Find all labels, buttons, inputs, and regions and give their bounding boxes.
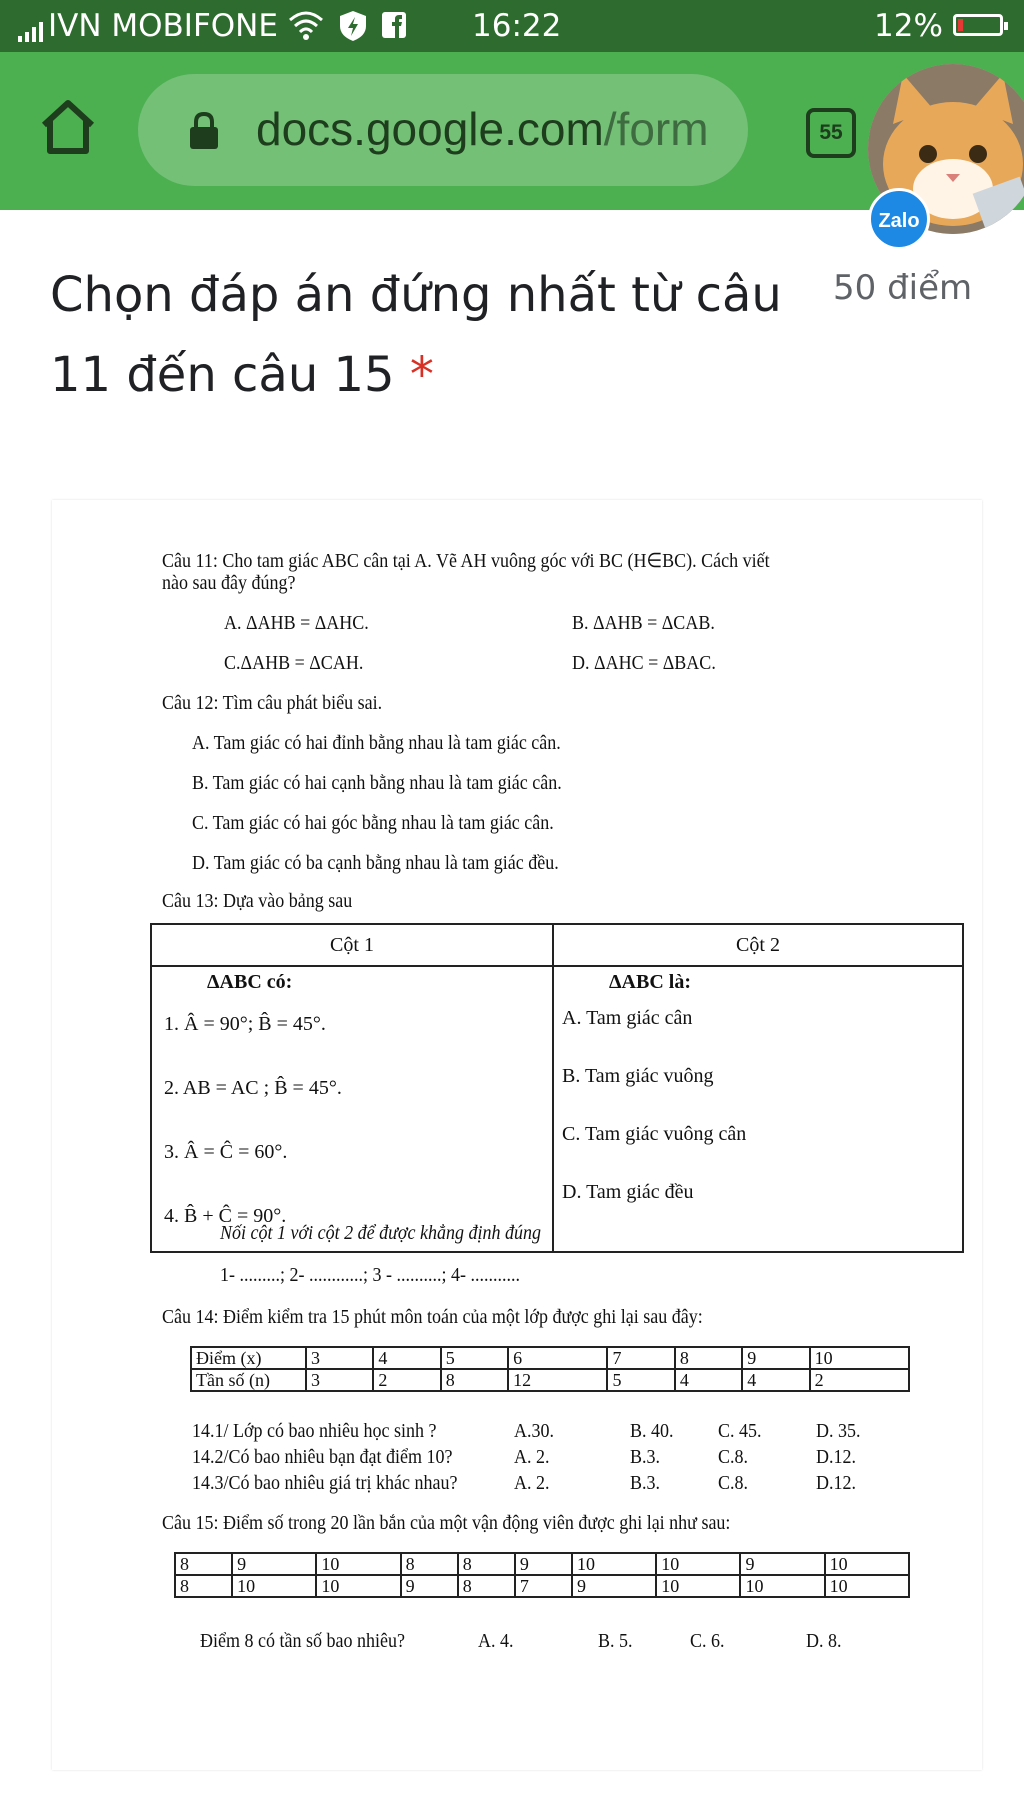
shot-cell: 9 [401, 1575, 458, 1597]
q14-3-prompt: 14.3/Có bao nhiêu giá trị khác nhau? [192, 1472, 458, 1494]
shot-cell: 10 [316, 1553, 400, 1575]
required-mark: * [409, 347, 434, 403]
shot-cell: 8 [458, 1553, 515, 1575]
q11-option-d: D. ΔAHC = ΔBAC. [572, 652, 716, 674]
q15-prompt: Câu 15: Điểm số trong 20 lần bắn của một vận động viên được ghi lại như sau: [162, 1512, 731, 1534]
shot-cell: 10 [825, 1553, 909, 1575]
shot-cell: 8 [401, 1553, 458, 1575]
q12-option-b: B. Tam giác có hai cạnh bằng nhau là tam giác cân. [192, 772, 562, 794]
lock-icon [188, 112, 220, 150]
shot-cell: 10 [825, 1575, 909, 1597]
col2-subheader: ΔABC là: [609, 971, 691, 993]
col2-header: Cột 2 [553, 924, 963, 966]
question-title-text: Chọn đáp án đứng nhất từ câu 11 đến câu 15 [50, 267, 782, 403]
freq-row-values [191, 1347, 909, 1369]
shot-cell: 7 [515, 1575, 572, 1597]
q15-answer-prompt: Điểm 8 có tần số bao nhiêu? [200, 1630, 405, 1652]
freq-cell: 7 [607, 1347, 674, 1369]
shots-table [174, 1552, 910, 1598]
carrier-name: IVN MOBIFONE [48, 8, 278, 44]
question-title [50, 255, 790, 415]
tab-count-button[interactable]: 55 [806, 108, 856, 158]
col1-cell [151, 966, 553, 1252]
shield-icon [338, 10, 368, 42]
q15-a: A. 4. [478, 1630, 514, 1652]
shot-cell: 8 [175, 1575, 232, 1597]
q14-3-c: C.8. [718, 1472, 749, 1494]
freq-cell: Điểm (x) [191, 1347, 306, 1369]
q14-prompt: Câu 14: Điểm kiểm tra 15 phút môn toán của một lớp được ghi lại sau đây: [162, 1306, 703, 1328]
q14-1-a: A.30. [514, 1420, 555, 1442]
freq-cell: 2 [810, 1369, 909, 1391]
shot-cell: 10 [740, 1575, 824, 1597]
q13-instruction: Nối cột 1 với cột 2 để được khẳng định đúng [220, 1222, 541, 1244]
q14-1-prompt: 14.1/ Lớp có bao nhiêu học sinh ? [192, 1420, 437, 1442]
freq-cell: 6 [508, 1347, 607, 1369]
q14-2-b: B.3. [630, 1446, 661, 1468]
q14-1-b: B. 40. [630, 1420, 674, 1442]
freq-cell: 2 [373, 1369, 440, 1391]
zalo-bubble[interactable]: Zalo [868, 188, 930, 250]
col2-item: A. Tam giác cân [562, 1007, 693, 1029]
shot-cell: 9 [572, 1575, 656, 1597]
freq-cell: 8 [441, 1369, 508, 1391]
frequency-table [190, 1346, 910, 1392]
shot-cell: 10 [656, 1553, 740, 1575]
q13-answer-line: 1- .........; 2- ............; 3 - ..........; 4- ........... [220, 1264, 520, 1286]
shot-cell: 10 [232, 1575, 316, 1597]
wifi-icon [288, 10, 324, 40]
q13-prompt: Câu 13: Dựa vào bảng sau [162, 890, 353, 912]
freq-cell: 8 [675, 1347, 742, 1369]
q12-option-c: C. Tam giác có hai góc bằng nhau là tam giác cân. [192, 812, 554, 834]
col1-item: 4. B̂ + Ĉ = 90°. [164, 1205, 287, 1227]
q11-line2: nào sau đây đúng? [162, 572, 296, 594]
clock: 16:22 [472, 8, 562, 44]
exam-image [52, 500, 982, 1770]
battery-percent: 12% [874, 8, 943, 44]
status-bar [0, 0, 1024, 52]
col2-item: B. Tam giác vuông [562, 1065, 714, 1087]
shots-row [175, 1553, 909, 1575]
battery-icon [953, 14, 1003, 36]
freq-cell: 3 [306, 1347, 373, 1369]
shot-cell: 10 [316, 1575, 400, 1597]
q15-c: C. 6. [690, 1630, 725, 1652]
home-icon[interactable] [38, 97, 98, 157]
freq-cell: 9 [742, 1347, 809, 1369]
q14-3-d: D.12. [816, 1472, 857, 1494]
freq-cell: 12 [508, 1369, 607, 1391]
q15-b: B. 5. [598, 1630, 633, 1652]
freq-cell: 3 [306, 1369, 373, 1391]
shots-row [175, 1575, 909, 1597]
freq-cell: 4 [373, 1347, 440, 1369]
q14-2-prompt: 14.2/Có bao nhiêu bạn đạt điểm 10? [192, 1446, 453, 1468]
facebook-icon [382, 12, 406, 38]
q15-d: D. 8. [806, 1630, 842, 1652]
q12-prompt: Câu 12: Tìm câu phát biểu sai. [162, 692, 383, 714]
q11-option-c: C.ΔAHB = ΔCAH. [224, 652, 364, 674]
url-domain: docs.google.com [256, 103, 604, 155]
freq-cell: 4 [742, 1369, 809, 1391]
question-points: 50 điểm [833, 268, 973, 308]
q12-option-a: A. Tam giác có hai đỉnh bằng nhau là tam giác cân. [192, 732, 561, 754]
q12-option-d: D. Tam giác có ba cạnh bằng nhau là tam giác đều. [192, 852, 559, 874]
q14-3-b: B.3. [630, 1472, 661, 1494]
col1-subheader: ΔABC có: [207, 971, 293, 993]
shot-cell: 8 [458, 1575, 515, 1597]
q14-1-d: D. 35. [816, 1420, 861, 1442]
shot-cell: 9 [515, 1553, 572, 1575]
q14-3-a: A. 2. [514, 1472, 550, 1494]
col2-item: C. Tam giác vuông cân [562, 1123, 747, 1145]
shot-cell: 10 [656, 1575, 740, 1597]
q11-option-a: A. ΔAHB = ΔAHC. [224, 612, 369, 634]
q14-2-c: C.8. [718, 1446, 749, 1468]
freq-cell: Tần số (n) [191, 1369, 306, 1391]
browser-toolbar [0, 52, 1024, 210]
col1-item: 1. Â = 90°; B̂ = 45°. [164, 1013, 326, 1035]
q11-line1: Câu 11: Cho tam giác ABC cân tại A. Vẽ AH vuông góc với BC (H∈BC). Cách viết [162, 550, 770, 572]
address-bar[interactable] [138, 74, 748, 186]
q14-2-d: D.12. [816, 1446, 857, 1468]
shot-cell: 9 [232, 1553, 316, 1575]
col2-item: D. Tam giác đều [562, 1181, 694, 1203]
shot-cell: 9 [740, 1553, 824, 1575]
signal-icon [18, 22, 48, 42]
freq-cell: 4 [675, 1369, 742, 1391]
freq-cell: 5 [441, 1347, 508, 1369]
shot-cell: 10 [572, 1553, 656, 1575]
q14-1-c: C. 45. [718, 1420, 762, 1442]
col2-cell [553, 966, 963, 1252]
col1-item: 3. Â = Ĉ = 60°. [164, 1141, 288, 1163]
freq-cell: 10 [810, 1347, 909, 1369]
freq-row-counts [191, 1369, 909, 1391]
q11-option-b: B. ΔAHB = ΔCAB. [572, 612, 715, 634]
q14-2-a: A. 2. [514, 1446, 550, 1468]
shot-cell: 8 [175, 1553, 232, 1575]
match-table [150, 923, 964, 1253]
col1-item: 2. AB = AC ; B̂ = 45°. [164, 1077, 342, 1099]
url-path: /form [603, 103, 709, 155]
url-text [256, 102, 709, 156]
freq-cell: 5 [607, 1369, 674, 1391]
col1-header: Cột 1 [151, 924, 553, 966]
